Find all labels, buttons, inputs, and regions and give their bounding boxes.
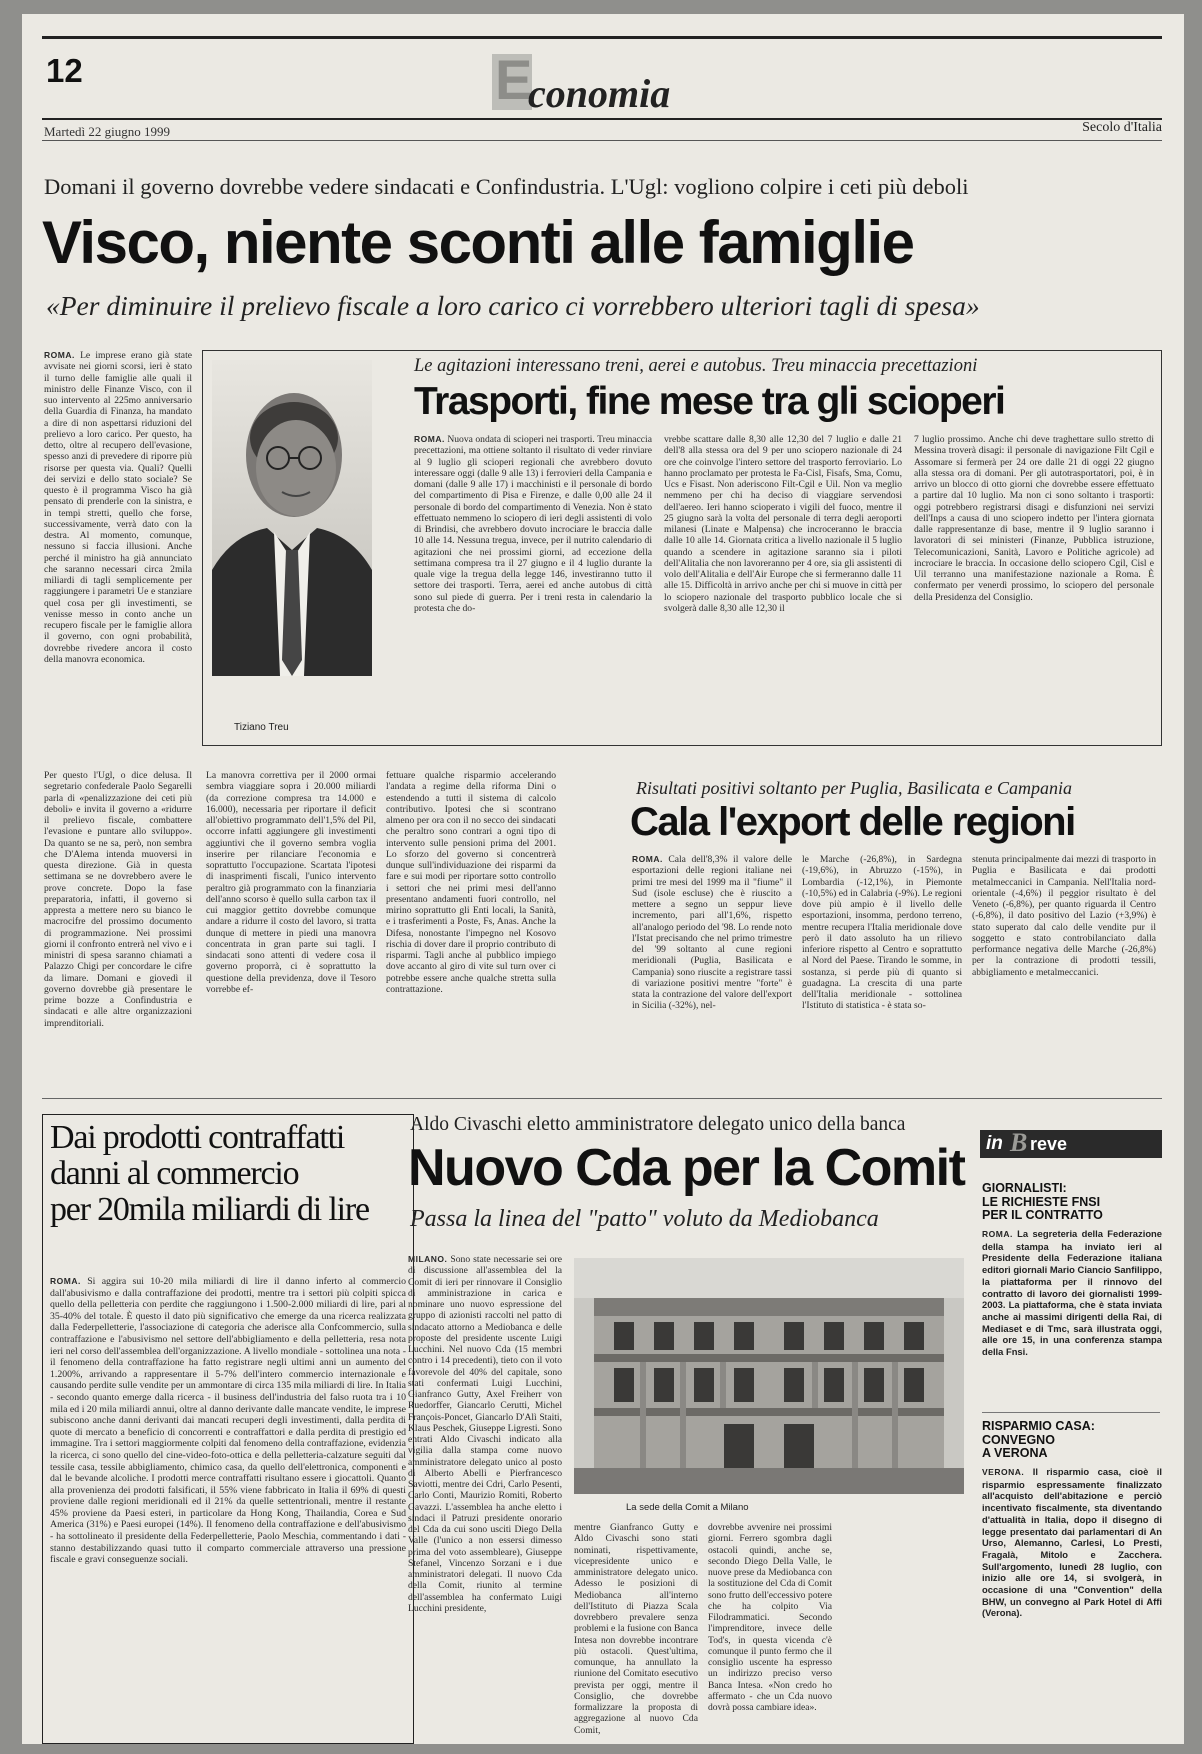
trasporti-dateline: ROMA. [414, 434, 445, 444]
brief-2-title [982, 1420, 1162, 1461]
comit-photo-caption: La sede della Comit a Milano [626, 1502, 749, 1513]
issue-date: Martedì 22 giugno 1999 [44, 124, 171, 139]
export-kicker: Risultati positivi soltanto per Puglia, Basilicata e Campania [636, 778, 1072, 798]
in-breve-prefix: in [986, 1133, 1003, 1154]
visco-column-3 [386, 770, 556, 1080]
visco-subhead: «Per diminuire il prelievo fiscale a loro carico ci vorrebbero ulteriori tagli di spesa» [46, 290, 980, 321]
export-headline: Cala l'export delle regioni [630, 800, 1075, 844]
newspaper-page [22, 14, 1184, 1744]
comit-text-3: dovrebbe avvenire nei prossimi giorni. Ferrero sgombra dagli ostacoli quindi, anche se, secondo Diego Della Valle, le nuove prese da Mediobanca con la sostituzione del Cda di Comit sono frutto dell'eccessivo potere che ha colpito Via Filodrammatici. Secondo l'imprenditore, invece delle Tod's, in questa vicenda c'è comunque il punto fermo che il consiglio uscente ha espresso un indirizzo preciso verso Banca Intesa. «Non credo ho affermato - che un Cda nuovo dovrà possa cambiare idea». [708, 1522, 832, 1713]
brief-2-title-line-2: CONVEGNO [982, 1432, 1055, 1447]
export-dateline: ROMA. [632, 854, 663, 864]
fold-rule [42, 1098, 1162, 1099]
comit-kicker: Aldo Civaschi eletto amministratore delegato unico della banca [410, 1114, 906, 1135]
trasporti-column-1 [414, 434, 652, 724]
brief-1-body: La segreteria della Federazione della stampa ha inviato ieri al Presidente della Federazione italiana editori giornali Mario Ciancio Sanfilippo, la piattaforma per il rinnovo del contratto di lavoro dei giornalisti 1999-2003. La piattaforma, che è stata inviata anche ai massimi dirigenti della Rai, di Mediaset e di Tmc, sarà illustrata oggi, alle ore 15, in una conferenza stampa della Fnsi. [982, 1228, 1162, 1358]
trasporti-column-2 [664, 434, 902, 724]
treu-photo [212, 360, 372, 676]
brief-2-title-line-3: A VERONA [982, 1446, 1048, 1460]
export-column-1 [632, 854, 792, 1080]
page-number: 12 [46, 52, 83, 89]
comit-text-1: Sono state necessarie sei ore di discussione all'assemblea del la Comit di ieri per rinnovare il Consiglio di amministrazione in carica e nominare uno nuovo espressione del gruppo di azionisti raccolti nel patto di sindacato attorno a Mediobanca e delle proposte del presidente uscente Luigi Lucchini. Nel nuovo Cda (15 membri contro i 14 precedenti), tieto con il voto favorevole del 40% del capitale, sono stati confermati Luigi Lucchini, Gianfranco Gutty, Axel Freiherr von Ruedorffer, Giancarlo Cerutti, Michel François-Poncet, Giancarlo D'Alì Staiti, Klaus Peschek, Giuseppe Ligresti. Sono entrati Aldo Civaschi indicato alla vigilia dalla stampa come nuovo amministratore delegato unico al posto di Alberto Abelli e Pierfrancesco Saviotti, mentre dei Cdri, Carlo Pesenti, Carlo Conti, Maurizio Romiti, Roberto Gavazzi. L'assemblea ha anche eletto i sindaci il Patruzi presidente onorario del Cda da cui sono usciti Diego Della Valle (l'unico a non essersi dimesso prima del voto assembleare), Giuseppe Stefanel, Vincenzo Sorzani e i due amministratori delegati. Il nuovo Cda della Comit, riunito al termine dell'assemblea ha confermato Luigi Lucchini presidente, [408, 1254, 562, 1614]
in-breve-header [980, 1130, 1162, 1158]
section-initial: E [495, 48, 533, 111]
contraffatti-headline [50, 1120, 406, 1228]
comit-column-3 [708, 1522, 832, 1738]
visco-text-1b: Per questo l'Ugl, o dice delusa. Il segretario confederale Paolo Segarelli parla di «penalizzazione dei ceti più deboli» e invita il governo a «ridurre il prelievo fiscale, combattere l'evasione e puntare allo sviluppo». Da quanto se ne sa, però, non sembra che D'Alema intenda muoversi in questa direzione. Già in questa settimana se ne dovrebbero avere le prove concrete. Dopo la fase preparatoria, infatti, il governo si appresta a mettere nero su bianco le macrocifre del prossimo documento di programmazione. Nei prossimi giorni il confronto entrerà nel vivo e i ministri di spesa saranno chiamati a Palazzo Chigi per concordare le cifre da limare. Domani e giovedì il governo dovrebbe già presentare le prime bozze a Confindustria e sindacati e alle altre organizzazioni imprenditoriali. [44, 770, 192, 1029]
export-text-2: le Marche (-26,8%), in Sardegna (-19,6%), in Abruzzo (-15%), in Lombardia (-12,1%), in Piemonte (-10,5%) ed in Calabria (-9%). Le regioni dove più ampio è il livello delle esportazioni, insomma, perdono terreno, mentre recupera l'Italia meridionale dove però il dato assoluto ha un rilievo inferiore rispetto al Centro e soprattutto al Nord del Paese. Tirando le somme, in sostanza, si perde più di quanto si guadagna. La crescita di una parte dell'Italia meridionale - sottolinea l'Istituto di statistica - è stata so- [802, 854, 962, 1012]
brief-2-title-line-1: RISPARMIO CASA: [982, 1419, 1095, 1433]
contraffatti-text: Si aggira sui 10-20 mila miliardi di lire il danno inferto al commercio dall'abusivismo e dalla contraffazione dei prodotti, mentre tra i settori più colpiti spicca quello della pelletteria con perdite che raggiungono i 1.500-2.000 miliardi di lire, pari al 35-40% del totale. È questo il dato più significativo che emerge da una ricerca realizzata dalla Federpelletterie, l'associazione di categoria che aderisce alla Confcommercio, sulla contraffazione e l'abusivismo nel settore dell'abbigliamento e della pelletteria, resa nota ieri nel corso dell'assemblea dell'organizzazione. A livello mondiale - sottolinea una nota - il fenomeno della contraffazione ha fatto registrare negli ultimi anni un aumento del 1.200%, arrivando a rappresentare il 5-7% dell'intero commercio internazionale e causando perdite sulle vendite per un ammontare di circa 135 mila miliardi di lire. In Italia - secondo quanto emerge dalla ricerca - il business dell'industria del falso ruota tra i 10 mila ed i 20 mila miliardi annui, oltre al danno derivante dalle mancate vendite, le imprese subiscono anche danni derivanti dai mancati recuperi degli investimenti, dalla perdita di quote di mercato a beneficio di concorrenti e contraffattori e dalla perdita di prestigio ed immagine. Tra i settori maggiormente colpiti dal fenomeno della contraffazione, evidenzia la ricerca, ci sono quello del cine-video-foto-ottica e della pelletteria-calzature seguiti dal tessile casa, tessile abbigliamento, chimico casa, da quello dell'elettronica, componenti e dal le bevande alcoliche. I prodotti merce contraffatti risultano essere i giocattoli. Quanto alla provenienza dei prodotti falsificati, il 55% viene fabbricato in Italia il 69% di questi proviene dalle regioni meridionali ed il 21% da quelle settentrionali, mentre il restante 45% proviene da Paesi esteri, in particolare da Hong Kong, Thailandia, Corea e Sud America (31%) e Paesi europei (14%). Il fenomeno della contraffazione e dell'abusivismo - ha sottolineato il presidente della Federpelletterie, Paolo Meschia, commentando i dati - stanno destabilizzando quasi tutto il comparto commerciale attraverso una pressione fiscale e gravi conseguenze sociali. [50, 1276, 406, 1566]
trasporti-text-1: Nuova ondata di scioperi nei trasporti. Treu minaccia precettazioni, ma ottiene soltanto il risultato di veder rinviare al 9 luglio gli scioperi regionali che avrebbero dovuto interessare oggi (dalle 9 alle 13) i ferrovieri della Campania e domani (dalle 9 alle 17) i macchinisti e il personale di bordo del compartimento di Pisa e Firenze, e dalle 0,00 alle 24 il personale di bordo del compartimento di Venezia. Non è stato effettuato nemmeno lo sciopero di ieri degli assistenti di volo di Brindisi, che avrebbero dovuto incrociare le braccia dalle 10 alle 14. Nessuna tregua, invece, per il nutrito calendario di agitazioni che nei prossimi giorni, ad eccezione della settimana compresa tra il 27 giugno e il 4 luglio durante la quale vige la tregua della legge 146, investiranno tutto il settore dei trasporti. Terra, aerei ed anche autobus di città sono sul piede di guerra. Per i treni resta in calendario la protesta che do- [414, 434, 652, 614]
brief-1-text [982, 1228, 1162, 1396]
trasporti-text-3: 7 luglio prossimo. Anche chi deve traghettare sullo stretto di Messina troverà disagi: il personale di navigazione Filt Cgil e Assomare si fermerà per 24 ore dalle 21 di oggi 22 giugno alla stessa ora di domani. Per gli autotrasportatori, poi, è in arrivo un blocco di otto giorni che dovrebbe essere effettuato a partire dal 10 luglio. Ma non ci sono soltanto i trasporti: oggi potrebbero registrarsi disagi e disfunzioni nei servizi dell'Inps a causa di uno sciopero indetto per l'intera giornata dalle rappresentanze di base, mentre il 9 luglio saranno i lavoratori di sei ministeri (Finanze, Pubblica istruzione, Telecomunicazioni, Sanità, Lavoro e Politiche agricole) ad incrociare le braccia. In occasione dello sciopero Cgil, Cisl e Uil terranno una manifestazione nazionale a Roma. È confermato per venerdì prossimo, lo sciopero del personale della Presidenza del Consiglio. [914, 434, 1154, 603]
comit-building-image [574, 1258, 964, 1494]
brief-1-title-line-1: GIORNALISTI: [982, 1181, 1067, 1195]
brief-separator [982, 1412, 1160, 1413]
export-text-3: stenuta principalmente dai mezzi di trasporto in Puglia e Basilicata e dai prodotti metalmeccanici in Campania. Nell'Italia nord-orientale (-4,6%) il peggior risultato è del Veneto (-6,8%), per quanto riguarda il Centro (-6,8%), il dato positivo del Lazio (+3,9%) è stato superato dal calo delle vendite pur il soggetto e stato controbilanciato dalla performance negativa delle Marche (-26,8%) per la contrazione di prodotti tessili, abbigliamento e metalmeccanici. [972, 854, 1156, 978]
visco-column-1 [44, 350, 192, 765]
visco-text-1: Le imprese erano già state avvisate nei giorni scorsi, ieri è stato il turno delle famiglie alle quali il ministro delle Finanze Visco, con il suo intervento al 225mo anniversario della Guardia di Finanza, ha mandato a dire di non aspettarsi riduzioni del prelievo a loro carico. Per questo, ha detto, oltre al recupero dell'evasione, spesso anzi di prevedere di riporre più risorse per questa via. Quali? Quelli dei servizi e dello stato sociale? Se questo è il programma Visco ha già pensato di prenderle con la sinistra, e in tempi stretti, quello che forse, successivamente, verrà dato con la destra. Al momento, comunque, nessuno si faccia illusioni. Anche perché il ministro ha già annunciato che saranno necessari circa 2mila miliardi di tagli semplicemente per raggiungere i parametri Ue e stanziare quel cosa per gli investimenti, se venisse messo in conto anche un recupero fiscale per le famiglie allora il governo, con ogni probabilità, dovrebbe rivedere ancora il costo della manovra economica. [44, 350, 192, 665]
comit-photo [574, 1258, 964, 1494]
visco-text-3: fettuare qualche risparmio accelerando l'andata a regime della riforma Dini o estendendo a tutti il sistema di calcolo contributivo. Ipotesi che si scontrano almeno per ora con il no secco dei sindacati che peraltro sono contrari a ogni tipo di intervento sulle pensioni prima del 2001. Lo sforzo del governo si concentrerà dunque sull'individuazione dei risparmi da fare e sui modi per riportare sotto controllo i settori che nei primi mesi dell'anno presentano andamenti fuori controllo, nel mirino soprattutto gli Enti locali, la Sanità, e i trasferimenti a Poste, Fs, Anas. Anche la Difesa, nonostante l'impegno nel Kosovo rischia di dover dare il proprio contributo di risparmi. Tagli anche al pubblico impiego dove accanto al giro di vite sul turn over ci potrebbe essere anche qualche stretta sulla contrattazione. [386, 770, 556, 995]
visco-text-2: La manovra correttiva per il 2000 ormai sembra viaggiare sopra i 20.000 miliardi (da correzione compresa tra 14.000 e 16.000), necessaria per riportare il deficit all'obiettivo programmato dell'1,5% del Pil, occorre infatti aggiungere gli investimenti aggiuntivi che il governo sembra voglia inserire per rilanciare l'economia e soprattutto l'occupazione. Scartata l'ipotesi di inasprimenti fiscali, l'unico intervento peraltro già programmato con la finanziaria dell'anno scorso è quello sulla carbon tax il cui maggior gettito dovrebbe comunque andare a ridurre il costo del lavoro, si tratta dunque di mettere in piedi una manovra concentrata in gran parte sui tagli. I sindacati sono attenti di vedere cosa il governo proporrà, ci è soprattutto la questione della previdenza, dove il Tesoro vorrebbe ef- [206, 770, 376, 995]
contraffatti-headline-line-2: danni al commercio [50, 1155, 299, 1192]
date-rule [42, 140, 1162, 141]
export-text-1: Cala dell'8,3% il valore delle esportazioni delle regioni italiane nei primi tre mesi del 1999 ma il "fiume" il Sud (isole escluse) che è riuscito a mettere a segno un seppur lieve incremento, pari all'1,6%, rispetto all'analogo periodo del '98. Lo rende noto l'Istat precisando che nel primo trimestre del '99 soltanto al cune regioni meridionali (Puglia, Basilicata e Campania) sono riuscite a registrare tassi di variazione positivi mentre "forte" è stata la contrazione del valore dell'export in Sicilia (-32%), nel- [632, 854, 792, 1012]
brief-2-dateline: VERONA. [982, 1467, 1025, 1477]
visco-column-1b [44, 770, 192, 1080]
comit-text-2: mentre Gianfranco Gutty e Aldo Civaschi sono stati nominati, rispettivamente, vicepresidente unico e amministratore delegato unico. Adesso le posizioni di Mediobanca all'interno dell'Istituto di Piazza Scala dovrebbero prevalere senza problemi e la fusione con Banca Intesa non dovrebbe incontrare più ostacoli. Quest'ultima, comunque, ha annullato la riunione del Comitato esecutivo prevista per oggi, mentre il Consiglio, che dovrebbe formalizzare la proposta di aggregazione al nuovo Cda Comit, [574, 1522, 698, 1736]
in-breve-initial: B [1010, 1128, 1028, 1157]
visco-kicker: Domani il governo dovrebbe vedere sindacati e Confindustria. L'Ugl: vogliono colpire i ceti più deboli [44, 174, 969, 199]
brief-2-body: Il risparmio casa, cioè il risparmio espressamente finalizzato all'acquisto dell'abitazione e perciò incentivato fiscalmente, sta diventando d'attualità in Italia, dopo il disegno di legge presentato dai parlamentari di An Urso, Alemanno, Carlesi, Lo Presti, Fragalà, Mitolo e Zacchera. Sull'argomento, lunedì 28 luglio, con inizio alle ore 14, si svolgerà, in occasione di una "Convention" della BHW, un convegno al Park Hotel di Affi (Verona). [982, 1466, 1162, 1619]
top-rule [42, 36, 1162, 39]
contraffatti-column [50, 1276, 406, 1738]
brief-2-text [982, 1466, 1162, 1738]
treu-photo-caption: Tiziano Treu [234, 722, 289, 733]
contraffatti-dateline: ROMA. [50, 1276, 81, 1286]
comit-headline: Nuovo Cda per la Comit [408, 1139, 965, 1197]
comit-dateline: MILANO. [408, 1254, 448, 1264]
brief-1-title-line-2: LE RICHIESTE FNSI [982, 1194, 1101, 1209]
paper-name: Secolo d'Italia [1082, 120, 1162, 135]
trasporti-kicker: Le agitazioni interessano treni, aerei e autobus. Treu minaccia precettazioni [414, 356, 978, 376]
comit-column-2 [574, 1522, 698, 1738]
brief-1-title [982, 1182, 1162, 1223]
contraffatti-headline-line-3: per 20mila miliardi di lire [50, 1191, 369, 1228]
brief-1-dateline: ROMA. [982, 1229, 1013, 1239]
contraffatti-headline-line-1: Dai prodotti contraffatti [50, 1119, 345, 1156]
export-column-2 [802, 854, 962, 1080]
trasporti-headline: Trasporti, fine mese tra gli scioperi [414, 380, 1005, 423]
export-column-3 [972, 854, 1156, 1080]
section-title: conomia [528, 71, 671, 116]
comit-subhead: Passa la linea del "patto" voluto da Mediobanca [410, 1206, 879, 1232]
trasporti-text-2: vrebbe scattare dalle 8,30 alle 12,30 del 7 luglio e dalle 21 dell'8 alla stessa ora del 9 per uno sciopero nazionale di 24 ore che coinvolge l'intero settore del trasporto ferroviario. Lo hanno proclamato per protesta le Fa-Cisl, Fisafs, Sma, Comu, Ucs e Fisast. Non aderiscono Filt-Cgil e Uil. Non va meglio nemmeno per chi ha deciso di viaggiare servendosi dell'aereo. Ieri hanno scioperato i vigili del fuoco, mentre il 25 giugno sarà la volta del personale di terra degli aeroporti milanesi (Linate e Malpensa) che incroceranno le braccia dalle 10 alle 14. Giornata critica a livello nazionale il 5 luglio quando a scendere in agitazione saranno sia i piloti dell'Alitalia che non lavoreranno per 4 ore, sia gli assistenti di volo dell'Alitalia e dell'Air Europe che si fermeranno dalle 11 alle 15. Difficoltà in arrivo anche per chi si muove in città per lo sciopero nazionale del trasporto pubblico locale che si svolgerà dalle 8,30 alle 12,30 il [664, 434, 902, 614]
brief-1-title-line-3: PER IL CONTRATTO [982, 1208, 1103, 1222]
comit-column-1 [408, 1254, 562, 1738]
visco-headline: Visco, niente sconti alle famiglie [42, 209, 914, 276]
in-breve-title: reve [1030, 1134, 1068, 1154]
trasporti-column-3 [914, 434, 1154, 724]
treu-portrait-image [212, 360, 372, 676]
masthead-rule [42, 118, 1162, 120]
visco-dateline: ROMA. [44, 350, 75, 360]
visco-column-2 [206, 770, 376, 1080]
